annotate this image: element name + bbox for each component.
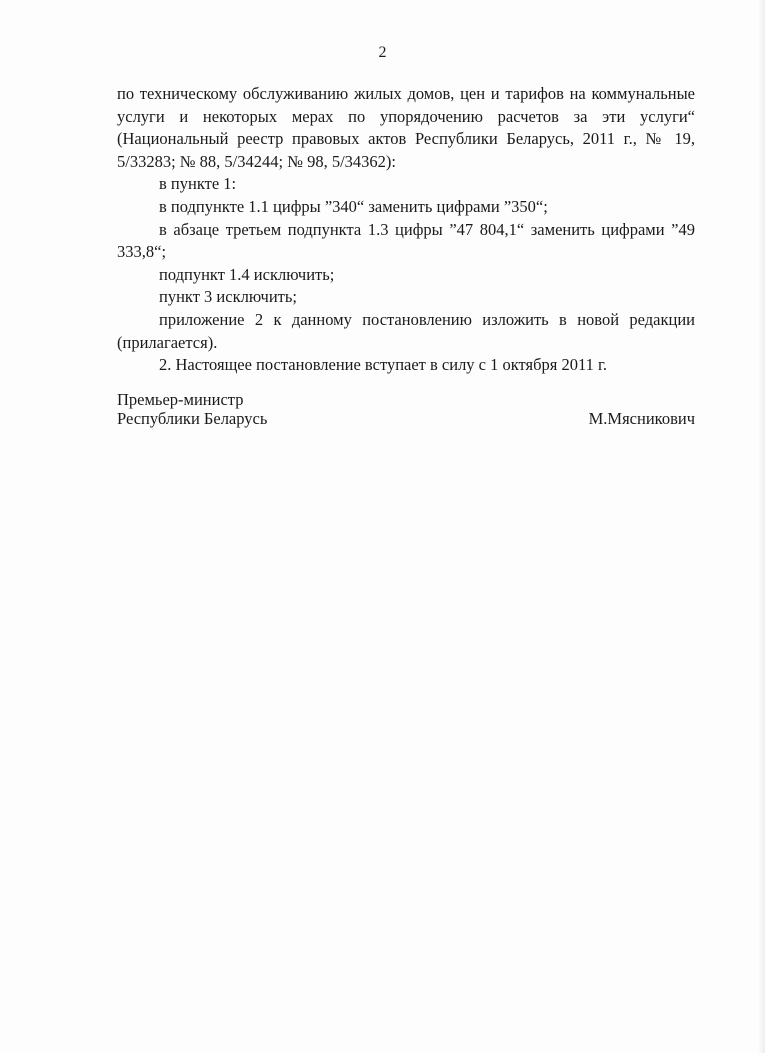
paragraph-clause-1-1: в подпункте 1.1 цифры ”340“ заменить цифрами ”350“; xyxy=(159,196,548,216)
signatory-name: М.Мясникович xyxy=(588,409,695,428)
scan-edge-shadow xyxy=(759,0,765,1053)
paragraph-clause-1-4: подпункт 1.4 исключить; xyxy=(159,264,335,284)
signatory-title-line-1: Премьер-министр xyxy=(117,390,244,409)
paragraph-clause-1: в пункте 1: xyxy=(159,174,237,194)
paragraph-clause-3: пункт 3 исключить; xyxy=(159,287,297,307)
paragraph-appendix: приложение 2 к данному постановлению изложить в новой редакции (прилагается). xyxy=(117,309,695,352)
signature-row xyxy=(117,409,695,428)
page-number: 2 xyxy=(378,44,387,61)
paragraph-clause-1-3: в абзаце третьем подпункта 1.3 цифры ”47 804,1“ заменить цифрами ”49 333,8“; xyxy=(117,219,695,262)
signatory-title-line-2: Республики Беларусь xyxy=(117,409,268,428)
signature-block xyxy=(117,390,695,428)
paragraph-intro: по техническому обслуживанию жилых домов, цен и тарифов на коммунальные услуги и некоторых мерах по упорядочению расчетов за эти услуги“ (Национальный реестр правовых актов Республики Беларусь, 2011 г., № 19, 5/33283; № 88, 5/34244; № 98, 5/34362): xyxy=(117,84,695,171)
document-body xyxy=(117,83,695,377)
paragraph-effective-date: 2. Настоящее постановление вступает в силу с 1 октября 2011 г. xyxy=(159,355,608,375)
